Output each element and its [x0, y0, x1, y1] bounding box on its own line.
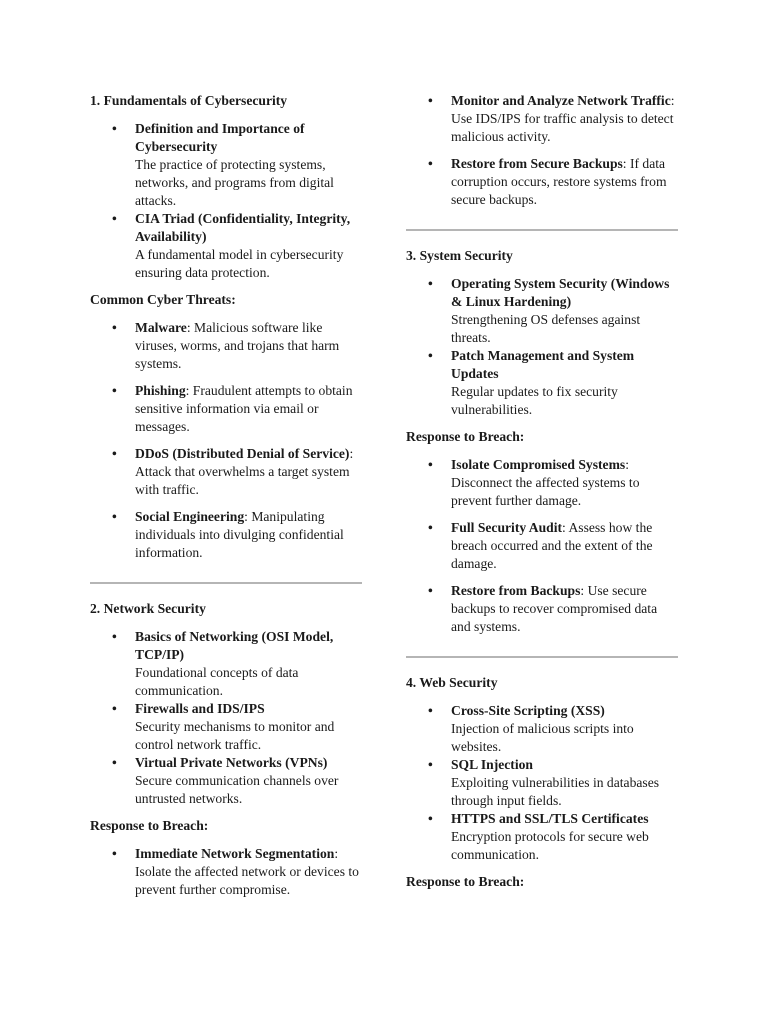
item-title: Patch Management and System Updates — [451, 348, 635, 381]
item-description: Regular updates to fix security vulnerabilities. — [451, 384, 618, 417]
item-text: : Malicious software like viruses, worms, and trojans that harm systems. — [135, 320, 340, 371]
list-item — [90, 508, 362, 562]
spacer — [90, 282, 362, 291]
item-term: Immediate Network Segmentation — [135, 846, 335, 861]
bullet-icon: • — [112, 320, 117, 335]
bullet-icon: • — [112, 846, 117, 861]
item-description: Foundational concepts of data communication. — [135, 665, 299, 698]
item-text: : Isolate the affected network or devices to prevent further compromise. — [135, 846, 359, 897]
response-list — [406, 456, 678, 636]
item-description: Encryption protocols for secure web communication. — [451, 829, 649, 862]
fundamentals-list — [90, 120, 362, 282]
bullet-icon: • — [112, 383, 117, 398]
bullet-icon: • — [428, 583, 433, 598]
bullet-icon: • — [428, 520, 433, 535]
section-title-fundamentals: 1. Fundamentals of Cybersecurity — [90, 93, 288, 108]
spacer — [406, 636, 678, 656]
item-text: : Fraudulent attempts to obtain sensitive information via email or messages. — [135, 383, 353, 434]
threats-list — [90, 319, 362, 562]
item-term: Malware — [135, 320, 187, 335]
bullet-icon: • — [428, 348, 433, 363]
item-text: : Manipulating individuals into divulging confidential information. — [135, 509, 344, 560]
system-security-list — [406, 275, 678, 419]
bullet-icon: • — [428, 757, 433, 772]
item-title: CIA Triad (Confidentiality, Integrity, Availability) — [135, 211, 351, 244]
bullet-icon: • — [428, 156, 433, 171]
list-item — [90, 120, 362, 210]
list-item — [406, 756, 678, 810]
list-item — [90, 754, 362, 808]
item-description: A fundamental model in cybersecurity ensuring data protection. — [135, 247, 344, 280]
item-description: The practice of protecting systems, networks, and programs from digital attacks. — [135, 157, 334, 208]
item-text: : Use IDS/IPS for traffic analysis to detect malicious activity. — [451, 93, 675, 144]
list-item — [90, 700, 362, 754]
item-text: : Attack that overwhelms a target system with traffic. — [135, 446, 354, 497]
item-title: Cross-Site Scripting (XSS) — [451, 703, 605, 718]
spacer — [406, 231, 678, 247]
bullet-icon: • — [428, 457, 433, 472]
bullet-icon: • — [112, 121, 117, 136]
bullet-icon: • — [112, 211, 117, 226]
item-text: : Assess how the breach occurred and the extent of the damage. — [451, 520, 653, 571]
item-title: Virtual Private Networks (VPNs) — [135, 755, 328, 770]
list-item — [406, 155, 678, 209]
item-text: : Use secure backups to recover compromised data and systems. — [451, 583, 658, 634]
threats-heading: Common Cyber Threats: — [90, 292, 236, 307]
item-description: Secure communication channels over untrusted networks. — [135, 773, 339, 806]
section-title-network-security: 2. Network Security — [90, 601, 206, 616]
bullet-icon: • — [112, 446, 117, 461]
item-title: SQL Injection — [451, 757, 533, 772]
web-security-list — [406, 702, 678, 864]
item-title: Firewalls and IDS/IPS — [135, 701, 265, 716]
item-term: Phishing — [135, 383, 186, 398]
list-item — [90, 445, 362, 499]
bullet-icon: • — [428, 811, 433, 826]
list-item — [90, 845, 362, 899]
item-description: Exploiting vulnerabilities in databases through input fields. — [451, 775, 660, 808]
list-item — [406, 582, 678, 636]
item-term: Social Engineering — [135, 509, 245, 524]
network-security-list — [90, 628, 362, 808]
item-description: Injection of malicious scripts into websites. — [451, 721, 634, 754]
bullet-icon: • — [428, 703, 433, 718]
right-column — [406, 92, 678, 901]
list-item — [406, 347, 678, 419]
left-column — [90, 92, 362, 899]
item-title: HTTPS and SSL/TLS Certificates — [451, 811, 649, 826]
list-item — [406, 275, 678, 347]
bullet-icon: • — [112, 701, 117, 716]
item-description: Strengthening OS defenses against threats. — [451, 312, 641, 345]
spacer — [406, 209, 678, 229]
list-item — [90, 382, 362, 436]
response-heading: Response to Breach: — [90, 818, 209, 833]
spacer — [406, 658, 678, 674]
item-text: : If data corruption occurs, restore systems from secure backups. — [451, 156, 667, 207]
list-item — [90, 319, 362, 373]
spacer — [406, 419, 678, 428]
spacer — [90, 584, 362, 600]
item-term: Isolate Compromised Systems — [451, 457, 626, 472]
item-term: Restore from Secure Backups — [451, 156, 623, 171]
list-item — [406, 702, 678, 756]
list-item — [90, 628, 362, 700]
list-item — [406, 456, 678, 510]
bullet-icon: • — [428, 276, 433, 291]
list-item — [406, 810, 678, 864]
section-title-web-security: 4. Web Security — [406, 675, 498, 690]
list-item — [406, 92, 678, 146]
response-list — [90, 845, 362, 899]
bullet-icon: • — [112, 755, 117, 770]
spacer — [90, 808, 362, 817]
spacer — [406, 864, 678, 873]
spacer — [90, 562, 362, 582]
network-continued-list — [406, 92, 678, 209]
item-text: : Disconnect the affected systems to prevent further damage. — [451, 457, 640, 508]
bullet-icon: • — [112, 509, 117, 524]
item-term: Full Security Audit — [451, 520, 563, 535]
item-term: DDoS (Distributed Denial of Service) — [135, 446, 350, 461]
section-title-system-security: 3. System Security — [406, 248, 513, 263]
bullet-icon: • — [112, 629, 117, 644]
response-heading: Response to Breach: — [406, 874, 525, 889]
item-title: Definition and Importance of Cybersecurity — [135, 121, 305, 154]
list-item — [406, 519, 678, 573]
item-term: Monitor and Analyze Network Traffic — [451, 93, 671, 108]
item-title: Operating System Security (Windows & Linux Hardening) — [451, 276, 670, 309]
bullet-icon: • — [428, 93, 433, 108]
response-heading: Response to Breach: — [406, 429, 525, 444]
item-term: Restore from Backups — [451, 583, 581, 598]
item-title: Basics of Networking (OSI Model, TCP/IP) — [135, 629, 334, 662]
list-item — [90, 210, 362, 282]
item-description: Security mechanisms to monitor and control network traffic. — [135, 719, 335, 752]
